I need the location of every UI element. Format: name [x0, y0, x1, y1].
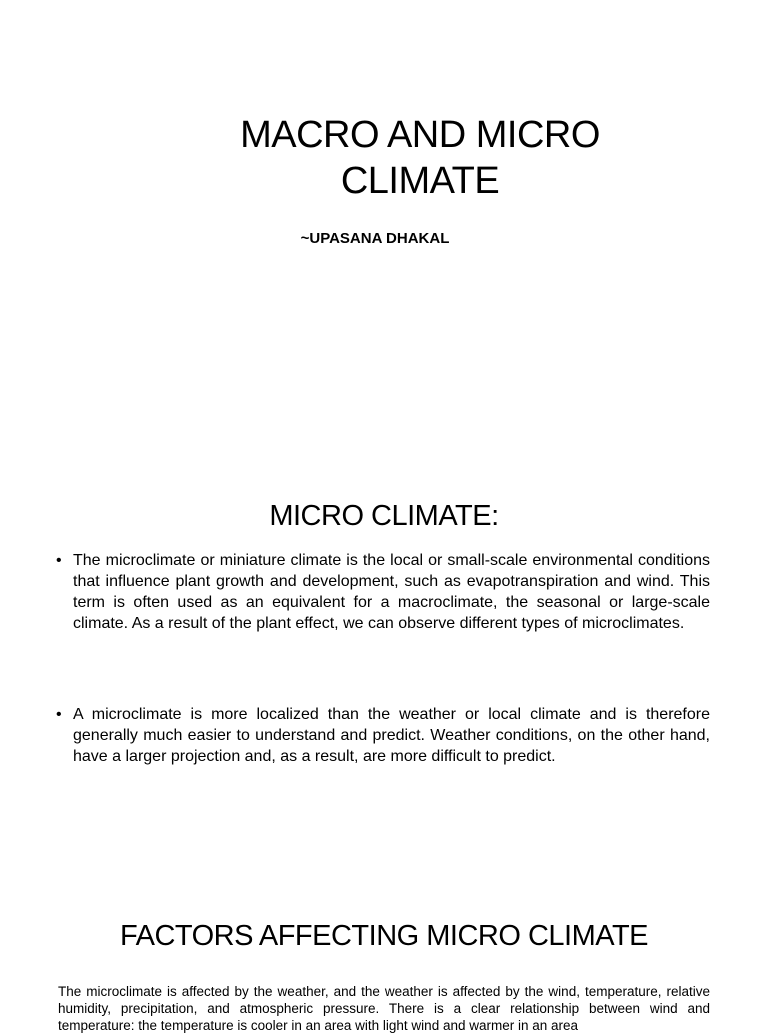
bullet-text: A microclimate is more localized than the weather or local climate and is therefore generally much easier to understand and predict. Weather conditions, on the other hand, have a larger projection and, as a result, are more difficult to predict. [73, 706, 710, 765]
page-title [160, 112, 680, 204]
bullet-list-1 [56, 550, 710, 634]
title-line-1: MACRO AND MICRO [240, 114, 600, 156]
bullet-text: The microclimate or miniature climate is the local or small-scale environmental conditions that influence plant growth and development, such as evapotranspiration and wind. This term is often used as an equivalent for a macroclimate, the seasonal or large-scale climate. As a result of the plant effect, we can observe different types of microclimates. [73, 552, 710, 632]
title-line-2: CLIMATE [340, 160, 500, 202]
bullet-dot-icon: • [56, 552, 62, 569]
micro-climate-heading: MICRO CLIMATE: [269, 500, 499, 532]
bullet-list-2 [56, 704, 710, 767]
bullet-item [56, 550, 710, 634]
factors-paragraph: The microclimate is affected by the weather, and the weather is affected by the wind, temperature, relative humidity, precipitation, and atmospheric pressure. There is a clear relationship between wind and temperature: the temperature is cooler in an area with light wind and warmer in an area [58, 984, 710, 1033]
factors-heading: FACTORS AFFECTING MICRO CLIMATE [119, 920, 649, 952]
author-name: ~UPASANA DHAKAL [300, 230, 450, 247]
bullet-item [56, 704, 710, 767]
bullet-dot-icon: • [56, 706, 62, 723]
